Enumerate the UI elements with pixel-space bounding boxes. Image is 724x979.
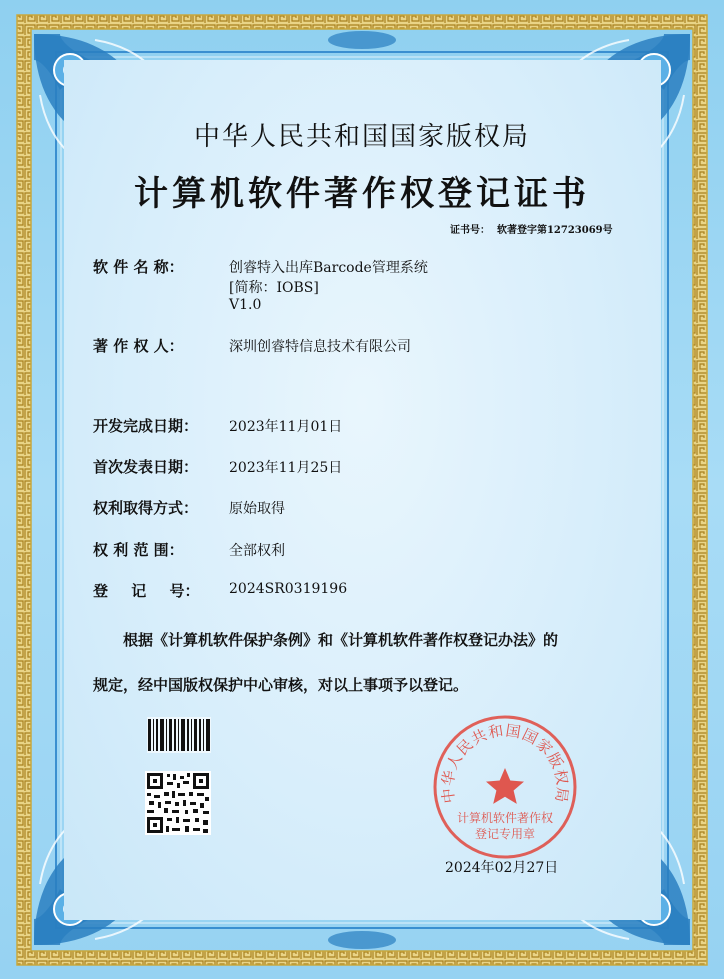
field-value-version: V1.0 (229, 297, 262, 313)
statement-line-1: 根据《计算机软件保护条例》和《计算机软件著作权登记办法》的 (123, 631, 559, 649)
field-label-scope: 权 利 范 围： (93, 541, 184, 559)
field-label-acquisition: 权利取得方式： (93, 499, 199, 517)
qr-code (145, 771, 211, 835)
field-label-publish-date: 首次发表日期： (93, 458, 199, 476)
field-value-scope: 全部权利 (229, 543, 285, 559)
seal-ring-text: 中华人民共和国国家版权局 (438, 721, 572, 805)
statement-line-2: 规定，经中国版权保护中心审核，对以上事项予以登记。 (93, 676, 469, 694)
field-value-publish-date: 2023年11月25日 (229, 460, 343, 476)
certificate-number (450, 221, 613, 236)
barcode (147, 717, 211, 753)
seal-line-2: 登记专用章 (474, 827, 536, 841)
official-seal (430, 712, 580, 862)
field-label-reg-no: 登 记 号： (93, 582, 200, 600)
certificate-title: 计算机软件著作权登记证书 (134, 174, 590, 214)
field-value-reg-no: 2024SR0319196 (229, 581, 348, 597)
cert-no-label: 证书号： (450, 225, 490, 236)
field-value-short-name: [简称：IOBS] (229, 280, 319, 296)
field-value-software-name: 创睿特入出库Barcode管理系统 (229, 260, 428, 276)
field-label-software-name: 软 件 名 称： (93, 258, 184, 276)
field-value-acquisition: 原始取得 (229, 501, 285, 517)
seal-star-icon (486, 768, 524, 804)
field-value-dev-date: 2023年11月01日 (229, 419, 343, 435)
field-label-owner: 著 作 权 人： (93, 337, 184, 355)
issuing-authority: 中华人民共和国国家版权局 (193, 122, 530, 152)
field-label-dev-date: 开发完成日期： (93, 417, 199, 435)
issue-date: 2024年02月27日 (445, 860, 559, 876)
cert-no-value: 软著登字第12723069号 (496, 225, 613, 236)
field-value-owner: 深圳创睿特信息技术有限公司 (229, 339, 411, 355)
seal-line-1: 计算机软件著作权 (456, 811, 554, 825)
